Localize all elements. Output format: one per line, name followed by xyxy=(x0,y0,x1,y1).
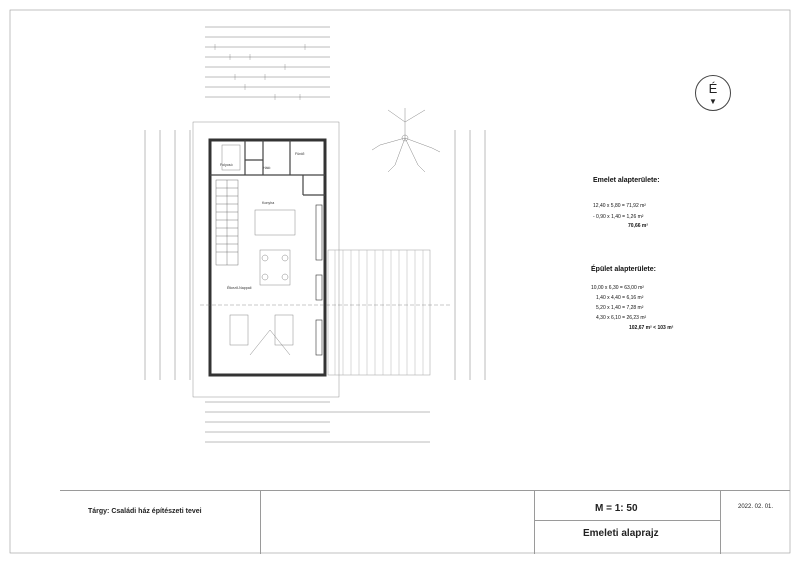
title-block-divider xyxy=(720,491,721,554)
left-dimension-lines xyxy=(145,130,190,380)
building-area-title: Épület alapterülete: xyxy=(591,266,656,273)
scale-label: M = 1: 50 xyxy=(595,503,638,514)
room-label: Fürdő xyxy=(295,152,305,156)
building-area-total: 102,67 m² < 103 m² xyxy=(629,325,674,331)
north-arrow-icon: É xyxy=(708,81,718,96)
room-label: Konyha xyxy=(262,201,275,205)
floor-area-line: - 0,90 x 1,40 = 1,26 m² xyxy=(593,214,644,220)
compass xyxy=(695,75,731,111)
date-label: 2022. 02. 01. xyxy=(738,504,774,510)
bottom-dimension-lines xyxy=(205,402,430,442)
top-dimension-lines xyxy=(205,27,330,100)
furniture xyxy=(222,145,295,355)
sheet-title: Emeleti alaprajz xyxy=(583,528,659,539)
title-block-divider xyxy=(260,491,261,554)
floor-area-title: Emelet alapterülete: xyxy=(593,177,660,184)
tree-symbol xyxy=(372,108,440,172)
floor-area-total: 70,66 m² xyxy=(628,223,649,229)
room-label: Folyosó xyxy=(220,163,233,167)
staircase xyxy=(216,180,238,265)
building-area-line: 4,30 x 6,10 = 26,23 m² xyxy=(596,315,647,321)
room-label: Háló xyxy=(263,166,271,170)
building-area-block xyxy=(591,266,721,331)
subject-label: Tárgy: Családi ház építészeti tevei xyxy=(88,508,202,515)
arrow-down-icon: ▼ xyxy=(709,97,717,106)
floor-area-block xyxy=(593,177,713,229)
building-area-line: 10,00 x 6,30 = 63,00 m² xyxy=(591,285,644,291)
room-label: Étkező-Nappali xyxy=(227,286,252,290)
building-area-line: 5,20 x 1,40 = 7,28 m² xyxy=(596,305,644,311)
title-block-divider xyxy=(534,491,535,554)
title-block-divider xyxy=(534,520,720,521)
building-area-line: 1,40 x 4,40 = 6,16 m² xyxy=(596,295,644,301)
terrace-hatch xyxy=(328,250,430,375)
title-block xyxy=(60,490,790,554)
windows xyxy=(316,205,322,355)
right-dimension-lines xyxy=(455,130,485,380)
floor-area-line: 12,40 x 5,80 = 71,92 m² xyxy=(593,203,646,209)
